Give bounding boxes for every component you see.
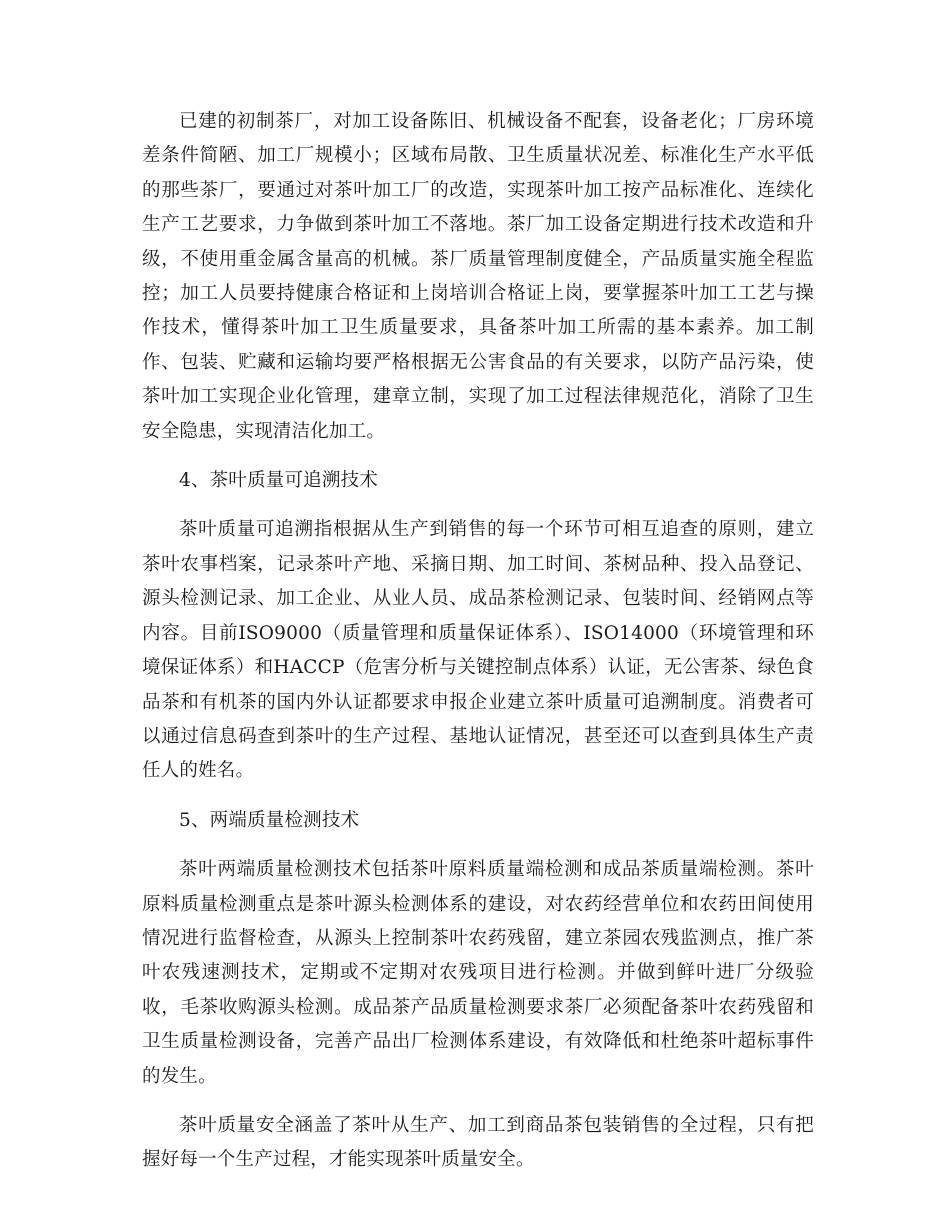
paragraph-conclusion: 茶叶质量安全涵盖了茶叶从生产、加工到商品茶包装销售的全过程，只有把握好每一个生产过程，才能实现茶叶质量安全。 — [142, 1114, 814, 1171]
section-heading-traceability: 4、茶叶质量可追溯技术 — [179, 470, 378, 492]
section-heading-quality-testing: 5、两端质量检测技术 — [179, 809, 360, 831]
paragraph-traceability: 茶叶质量可追溯指根据从生产到销售的每一个环节可相互追查的原则，建立茶叶农事档案，记录茶叶产地、采摘日期、加工时间、茶树品种、投入品登记、源头检测记录、加工企业、从业人员、成品茶检测记录、包装时间、经销网点等内容。目前ISO9000（质量管理和质量保证体系）、ISO14000（环境管理和环境保证体系）和HACCP（危害分析与关键控制点体系）认证，无公害茶、绿色食品茶和有机茶的国内外认证都要求申报企业建立茶叶质量可追溯制度。消费者可以通过信息码查到茶叶的生产过程、基地认证情况，甚至还可以查到具体生产责任人的姓名。 — [142, 519, 814, 782]
paragraph-quality-testing: 茶叶两端质量检测技术包括茶叶原料质量端检测和成品茶质量端检测。茶叶原料质量检测重点是茶叶源头检测体系的建设，对农药经营单位和农药田间使用情况进行监督检查，从源头上控制茶叶农药残留，建立茶园农残监测点，推广茶叶农残速测技术，定期或不定期对农残项目进行检测。并做到鲜叶进厂分级验收，毛茶收购源头检测。成品茶产品质量检测要求茶厂必须配备茶叶农药残留和卫生质量检测设备，完善产品出厂检测体系建设，有效降低和杜绝茶叶超标事件的发生。 — [142, 859, 814, 1087]
paragraph-processing-upgrade: 已建的初制茶厂，对加工设备陈旧、机械设备不配套，设备老化；厂房环境差条件简陋、加工厂规模小；区域布局散、卫生质量状况差、标准化生产水平低的那些茶厂，要通过对茶叶加工厂的改造，实现茶叶加工按产品标准化、连续化生产工艺要求，力争做到茶叶加工不落地。茶厂加工设备定期进行技术改造和升级，不使用重金属含量高的机械。茶厂质量管理制度健全，产品质量实施全程监控；加工人员要持健康合格证和上岗培训合格证上岗，要掌握茶叶加工工艺与操作技术，懂得茶叶加工卫生质量要求，具备茶叶加工所需的基本素养。加工制作、包装、贮藏和运输均要严格根据无公害食品的有关要求，以防产品污染，使茶叶加工实现企业化管理，建章立制，实现了加工过程法律规范化，消除了卫生安全隐患，实现清洁化加工。 — [142, 111, 814, 442]
document-page — [142, 105, 814, 1178]
